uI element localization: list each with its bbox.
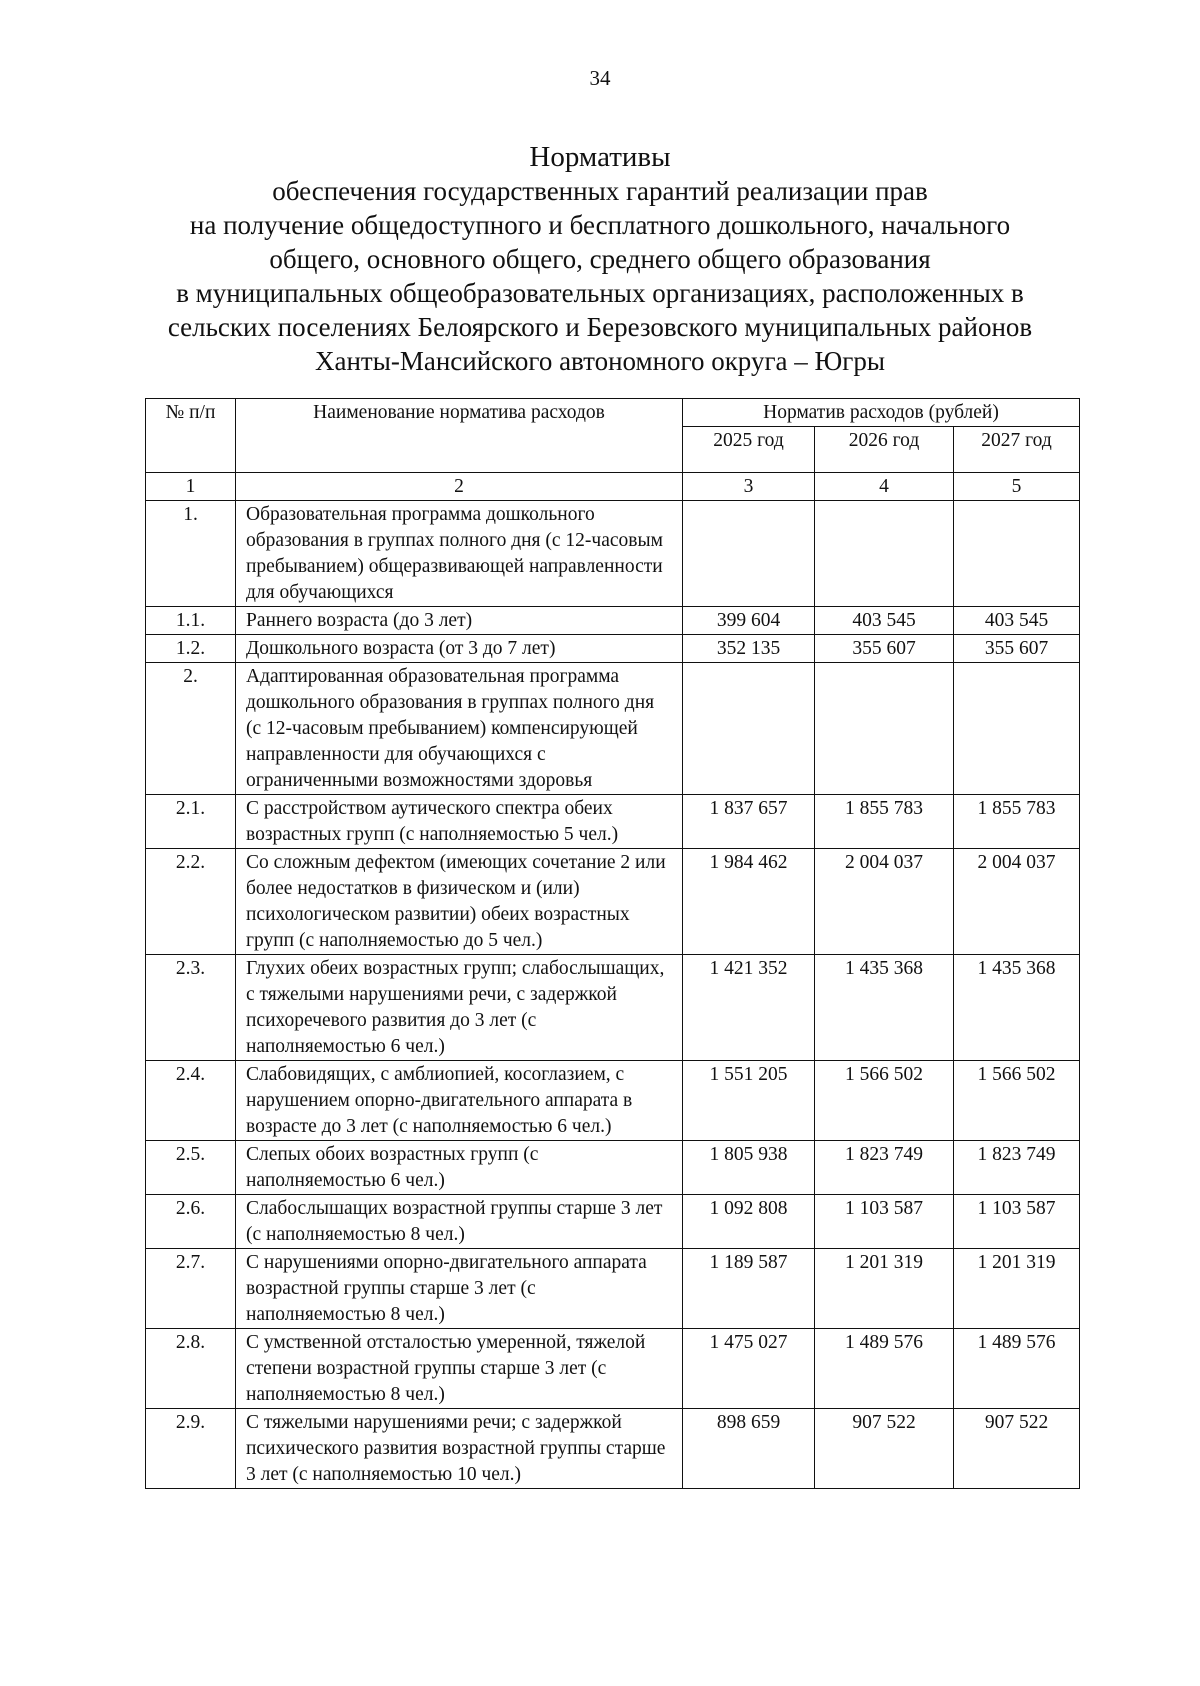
row-name: Слабослышащих возрастной группы старше 3 лет (с наполняемостью 8 чел.) [236,1195,683,1249]
table-row [146,1409,1080,1489]
row-value-2025: 898 659 [683,1409,815,1489]
row-number: 2.9. [146,1409,236,1489]
normatives-table [145,398,1080,1489]
table-row [146,1249,1080,1329]
header-group: Норматив расходов (рублей) [683,399,1080,427]
row-value-2025 [683,501,815,607]
row-number: 2.5. [146,1141,236,1195]
table-row [146,849,1080,955]
row-value-2026: 1 103 587 [815,1195,954,1249]
row-value-2026: 1 489 576 [815,1329,954,1409]
header-year: 2027 год [954,427,1080,473]
index-cell: 3 [683,473,815,501]
row-name: С расстройством аутического спектра обеих возрастных групп (с наполняемостью 5 чел.) [236,795,683,849]
row-value-2025: 1 189 587 [683,1249,815,1329]
row-name: Адаптированная образовательная программа дошкольного образования в группах полного дня (с 12-часовым пребыванием) компенсирующей направленности для обучающихся с ограниченными возможностями здоровья [236,663,683,795]
row-value-2027 [954,663,1080,795]
row-number: 2.4. [146,1061,236,1141]
table-row [146,607,1080,635]
row-value-2025: 1 092 808 [683,1195,815,1249]
index-cell: 5 [954,473,1080,501]
row-number: 2.7. [146,1249,236,1329]
index-cell: 1 [146,473,236,501]
table-row [146,795,1080,849]
title-line: в муниципальных общеобразовательных организациях, расположенных в [176,278,1024,308]
row-name: Слабовидящих, с амблиопией, косоглазием, с нарушением опорно-двигательного аппарата в возрасте до 3 лет (с наполняемостью 6 чел.) [236,1061,683,1141]
title-line: Ханты-Мансийского автономного округа – Югры [315,346,885,376]
row-name: Дошкольного возраста (от 3 до 7 лет) [236,635,683,663]
row-value-2025: 1 421 352 [683,955,815,1061]
row-name: С тяжелыми нарушениями речи; с задержкой психического развития возрастной группы старше 3 лет (с наполняемостью 10 чел.) [236,1409,683,1489]
row-value-2027: 2 004 037 [954,849,1080,955]
document-title [100,140,1100,378]
row-value-2026: 1 823 749 [815,1141,954,1195]
row-value-2026: 403 545 [815,607,954,635]
title-line: сельских поселениях Белоярского и Березовского муниципальных районов [167,312,1033,342]
row-value-2025: 1 837 657 [683,795,815,849]
row-name: С умственной отсталостью умеренной, тяжелой степени возрастной группы старше 3 лет (с наполняемостью 8 чел.) [236,1329,683,1409]
normatives-table-container [145,398,1079,1489]
row-value-2027: 403 545 [954,607,1080,635]
row-value-2027: 1 435 368 [954,955,1080,1061]
table-header-row [146,399,1080,427]
row-name: Глухих обеих возрастных групп; слабослышащих, с тяжелыми нарушениями речи, с задержкой психоречевого развития до 3 лет (с наполняемостью 6 чел.) [236,955,683,1061]
row-value-2027: 1 823 749 [954,1141,1080,1195]
table-row [146,1141,1080,1195]
row-number: 2.1. [146,795,236,849]
title-line: на получение общедоступного и бесплатного дошкольного, начального [189,210,1011,240]
row-number: 1.1. [146,607,236,635]
row-name: Раннего возраста (до 3 лет) [236,607,683,635]
index-cell: 2 [236,473,683,501]
row-value-2026: 1 201 319 [815,1249,954,1329]
row-value-2027 [954,501,1080,607]
row-value-2025: 1 551 205 [683,1061,815,1141]
table-row [146,1329,1080,1409]
row-value-2026: 907 522 [815,1409,954,1489]
row-number: 2.8. [146,1329,236,1409]
table-row [146,635,1080,663]
row-value-2027: 1 566 502 [954,1061,1080,1141]
table-index-row [146,473,1080,501]
row-value-2025: 352 135 [683,635,815,663]
row-number: 2.6. [146,1195,236,1249]
header-num: № п/п [146,399,236,473]
header-year: 2026 год [815,427,954,473]
row-number: 1. [146,501,236,607]
row-number: 2. [146,663,236,795]
row-name: С нарушениями опорно-двигательного аппарата возрастной группы старше 3 лет (с наполняемостью 8 чел.) [236,1249,683,1329]
header-name: Наименование норматива расходов [236,399,683,473]
row-number: 1.2. [146,635,236,663]
row-value-2025: 399 604 [683,607,815,635]
index-cell: 4 [815,473,954,501]
row-value-2025: 1 475 027 [683,1329,815,1409]
row-number: 2.2. [146,849,236,955]
row-value-2027: 1 103 587 [954,1195,1080,1249]
row-value-2027: 1 489 576 [954,1329,1080,1409]
row-value-2026: 2 004 037 [815,849,954,955]
row-value-2026: 1 855 783 [815,795,954,849]
row-value-2026 [815,501,954,607]
row-value-2027: 1 201 319 [954,1249,1080,1329]
row-value-2026: 355 607 [815,635,954,663]
row-name: Образовательная программа дошкольного образования в группах полного дня (с 12-часовым пребыванием) общеразвивающей направленности для обучающихся [236,501,683,607]
row-value-2025 [683,663,815,795]
row-value-2025: 1 805 938 [683,1141,815,1195]
table-row [146,1061,1080,1141]
table-row [146,501,1080,607]
row-value-2026: 1 435 368 [815,955,954,1061]
row-value-2027: 355 607 [954,635,1080,663]
row-value-2026: 1 566 502 [815,1061,954,1141]
header-year: 2025 год [683,427,815,473]
table-row [146,955,1080,1061]
row-value-2027: 1 855 783 [954,795,1080,849]
row-name: Со сложным дефектом (имеющих сочетание 2 или более недостатков в физическом и (или) психологическом развитии) обеих возрастных групп (с наполняемостью до 5 чел.) [236,849,683,955]
table-row [146,663,1080,795]
row-number: 2.3. [146,955,236,1061]
title-line: общего, основного общего, среднего общего образования [269,244,931,274]
table-row [146,1195,1080,1249]
row-value-2027: 907 522 [954,1409,1080,1489]
row-name: Слепых обоих возрастных групп (с наполняемостью 6 чел.) [236,1141,683,1195]
title-line: обеспечения государственных гарантий реализации прав [272,176,928,206]
row-value-2025: 1 984 462 [683,849,815,955]
page-number: 34 [589,66,611,90]
title-main: Нормативы [529,141,671,173]
row-value-2026 [815,663,954,795]
